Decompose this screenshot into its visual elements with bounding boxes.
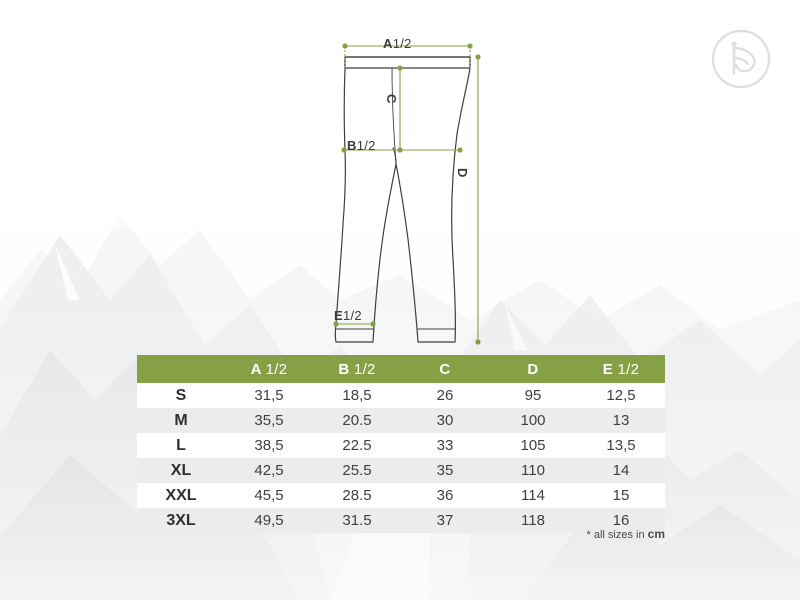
header-a	[225, 355, 313, 383]
cell-a: 42,5	[254, 462, 284, 479]
header-b-fraction: 1/2	[353, 360, 376, 378]
table-header-row	[137, 355, 665, 383]
cell-b: 31.5	[342, 512, 372, 529]
header-a-letter: A	[250, 360, 262, 378]
dimension-label-b-fraction: 1/2	[356, 138, 376, 153]
cell-size: XL	[170, 461, 192, 479]
climber-logo	[710, 28, 772, 90]
cell-b: 18,5	[342, 387, 372, 404]
header-b	[313, 355, 401, 383]
cell-e: 16	[612, 512, 630, 529]
cell-e: 12,5	[606, 387, 636, 404]
cell-a: 38,5	[254, 437, 284, 454]
table-row	[137, 408, 665, 433]
header-a-fraction: 1/2	[265, 360, 288, 378]
cell-d: 105	[520, 437, 546, 454]
cell-size: L	[176, 436, 186, 454]
dimension-label-a	[383, 36, 412, 51]
cell-c: 36	[436, 487, 454, 504]
dimension-label-e-letter: E	[334, 308, 343, 323]
size-table-head	[137, 355, 665, 383]
footnote-text: * all sizes in	[586, 529, 648, 541]
header-d-letter: D	[527, 360, 539, 378]
dimension-label-c	[384, 94, 399, 104]
cell-d: 114	[521, 487, 545, 504]
cell-e: 13	[612, 412, 630, 429]
cell-a: 31,5	[254, 387, 284, 404]
cell-d: 95	[524, 387, 542, 404]
dimension-label-e	[334, 308, 362, 323]
header-size	[137, 355, 225, 383]
dimension-label-e-fraction: 1/2	[342, 308, 362, 323]
cell-e: 13,5	[606, 437, 636, 454]
cell-b: 25.5	[342, 462, 372, 479]
cell-a: 45,5	[254, 487, 284, 504]
header-c	[401, 355, 489, 383]
table-row	[137, 383, 665, 408]
cell-c: 35	[436, 462, 454, 479]
pants-technical-drawing	[300, 24, 560, 354]
header-b-letter: B	[338, 360, 350, 378]
table-row	[137, 458, 665, 483]
cell-b: 28.5	[342, 487, 372, 504]
size-table	[137, 355, 665, 533]
cell-size: 3XL	[166, 511, 196, 529]
dimension-label-b	[347, 138, 376, 153]
footnote-unit: cm	[647, 527, 665, 541]
units-footnote	[137, 527, 665, 541]
cell-c: 26	[436, 387, 454, 404]
cell-d: 118	[521, 512, 545, 529]
header-e-fraction: 1/2	[617, 360, 640, 378]
cell-c: 33	[436, 437, 454, 454]
dimension-label-c-letter: C	[384, 94, 399, 104]
cell-c: 37	[436, 512, 454, 529]
cell-c: 30	[436, 412, 454, 429]
cell-a: 35,5	[254, 412, 284, 429]
dimension-label-b-letter: B	[347, 138, 357, 153]
size-table-wrapper	[137, 355, 665, 533]
header-e-letter: E	[602, 360, 614, 378]
size-table-body	[137, 383, 665, 533]
dimension-label-a-fraction: 1/2	[392, 36, 412, 51]
cell-b: 22.5	[342, 437, 372, 454]
cell-e: 15	[612, 487, 630, 504]
dimension-label-d-letter: D	[455, 168, 470, 178]
table-row	[137, 483, 665, 508]
header-d	[489, 355, 577, 383]
cell-b: 20.5	[342, 412, 372, 429]
cell-d: 100	[520, 412, 546, 429]
dimension-label-a-letter: A	[383, 36, 393, 51]
cell-a: 49,5	[254, 512, 284, 529]
header-c-letter: C	[439, 360, 451, 378]
cell-size: M	[174, 411, 188, 429]
cell-size: XXL	[165, 486, 197, 504]
cell-e: 14	[612, 462, 630, 479]
cell-d: 110	[521, 462, 545, 479]
header-e	[577, 355, 665, 383]
dimension-label-d	[455, 168, 470, 178]
cell-size: S	[175, 386, 187, 404]
table-row	[137, 433, 665, 458]
